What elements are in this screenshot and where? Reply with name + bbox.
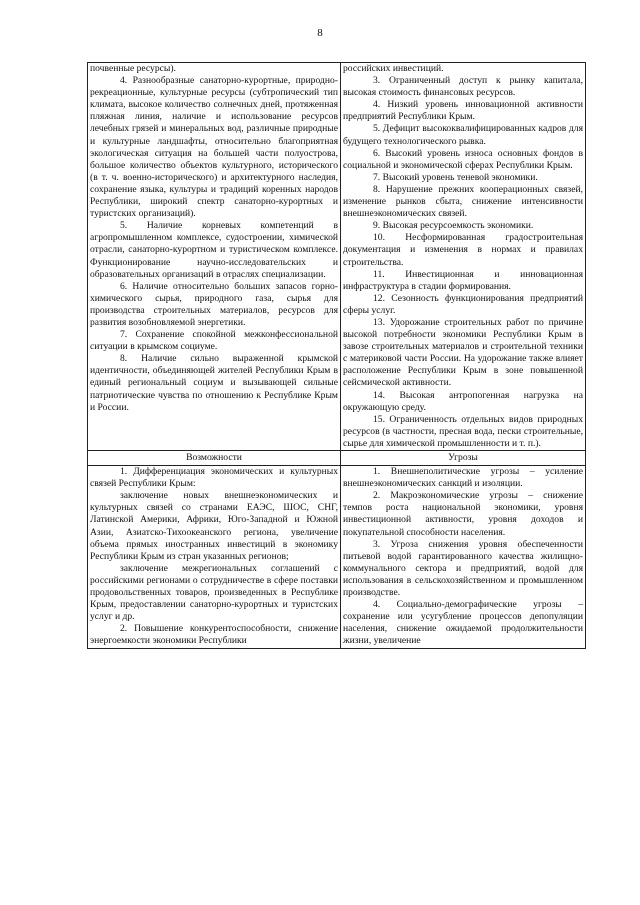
page-number: 8 [317, 27, 323, 39]
list-item: 4. Разнообразные санаторно-курортные, природно-рекреационные, культурные ресурсы (субтропический тип климата, высокое количество солнечных дней, протяженная пляжная линия, наличие и использование ресурсов лечебных грязей и минеральных вод, различные природные и культурные ландшафты, относительно благоприятная экологическая ситуация на большей части полуострова, большое количество объектов культурного, исторического (в т. ч. военно-исторического) и архитектурного наследия, сохранение языка, культуры и традиций коренных народов Республики, широкий спектр санаторно-курортных и туристских организаций). [90, 75, 338, 220]
swot-table [87, 62, 586, 649]
list-item: 12. Сезонность функционирования предприятий сферы услуг. [343, 292, 583, 316]
list-item: 14. Высокая антропогенная нагрузка на окружающую среду. [343, 389, 583, 413]
weaknesses-cell [341, 63, 586, 451]
list-item: 13. Удорожание строительных работ по причине высокой потребности экономики Республики Крым в завозе строительных материалов и строительной техники с материковой части России. На удорожание также влияет расположение Республики Крым в зоне повышенной сейсмической активности. [343, 316, 583, 389]
table-row [88, 466, 586, 648]
threats-header: Угрозы [341, 451, 586, 466]
list-item: российских инвестиций. [343, 63, 444, 74]
strengths-cell [88, 63, 341, 451]
list-item: 9. Высокая ресурсоемкость экономики. [373, 220, 534, 232]
list-item: 6. Наличие относительно больших запасов горно-химического сырья, природного газа, сырья для производства строительных материалов, ресурсов для развития возобновляемой энергетики. [90, 280, 338, 328]
list-item: 7. Сохранение спокойной межконфессиональной ситуации в крымском социуме. [90, 329, 338, 353]
threats-cell [341, 466, 586, 648]
opportunities-header: Возможности [88, 451, 341, 466]
list-item: 1. Дифференциация экономических и культурных связей Республики Крым: [90, 466, 338, 490]
opportunities-cell [88, 466, 341, 648]
list-item: 8. Нарушение прежних кооперационных связей, изменение рынков сбыта, снижение интенсивности внешнеэкономических связей. [343, 183, 583, 220]
list-item: 3. Ограниченный доступ к рынку капитала, высокая стоимость финансовых ресурсов. [343, 75, 583, 99]
list-item: 4. Низкий уровень инновационной активности предприятий Республики Крым. [343, 99, 583, 123]
list-item: 3. Угроза снижения уровня обеспеченности питьевой водой гарантированного качества жилищно-коммунального сектора и предприятий, водой для использования в сельскохозяйственном и промышленном производстве. [343, 538, 583, 599]
list-item: 6. Высокий уровень износа основных фондов в социальной и экономической сферах Республики Крым. [343, 147, 583, 171]
list-item: 8. Наличие сильно выраженной крымской идентичности, объединяющей жителей Республики Крым в единый региональный социум и вызывающей сильные патриотические чувства по отношению к Республике Крым и России. [90, 353, 338, 413]
list-item: 5. Дефицит высококвалифицированных кадров для будущего технологического рывка. [343, 123, 583, 147]
list-item: 7. Высокий уровень теневой экономики. [373, 171, 538, 183]
list-item: заключение межрегиональных соглашений с российскими регионами о сотрудничестве в сфере поставки продовольственных товаров, произведенных в Республике Крым, предоставлении санаторно-курортных и туристских услуг и др. [90, 562, 338, 623]
list-item: 2. Макроэкономические угрозы – снижение темпов роста национальной экономики, уровня инвестиционной активности, уровня доходов и покупательной способности населения. [343, 490, 583, 538]
list-item: 15. Ограниченность отдельных видов природных ресурсов (в частности, пресная вода, пески строительные, сырье для химической промышленности и т. п.). [343, 413, 583, 449]
list-item: 4. Социально-демографические угрозы – сохранение или усугубление процессов депопуляции населения, снижение ожидаемой продолжительности жизни, увеличение [343, 599, 583, 647]
list-item: 11. Инвестиционная и инновационная инфраструктура в стадии формирования. [343, 268, 583, 292]
list-item: 2. Повышение конкурентоспособности, снижение энергоемкости экономики Республики [90, 623, 338, 647]
list-item: 1. Внешнеполитические угрозы – усиление внешнеэкономических санкций и изоляции. [343, 466, 583, 490]
list-item: почвенные ресурсы). [90, 63, 176, 74]
list-item: 5. Наличие корневых компетенций в агропромышленном комплексе, судостроении, химической отрасли, санаторно-курортном и туристическом комплексе. Функционирование научно-исследовательских и образовательных организаций в отраслях специализации. [90, 220, 338, 280]
list-item: 10. Несформированная градостроительная документация и изменения в нормах и правилах строительства. [343, 232, 583, 268]
table-row [88, 451, 586, 466]
table-row [88, 63, 586, 451]
list-item: заключение новых внешнеэкономических и культурных связей со странами ЕАЭС, ШОС, СНГ, Латинской Америки, Африки, Юго-Западной и Южной Азии, Азиатско-Тихоокеанского региона, увеличение объема прямых иностранных инвестиций в экономику Республики Крым из стран указанных регионов; [90, 490, 338, 562]
